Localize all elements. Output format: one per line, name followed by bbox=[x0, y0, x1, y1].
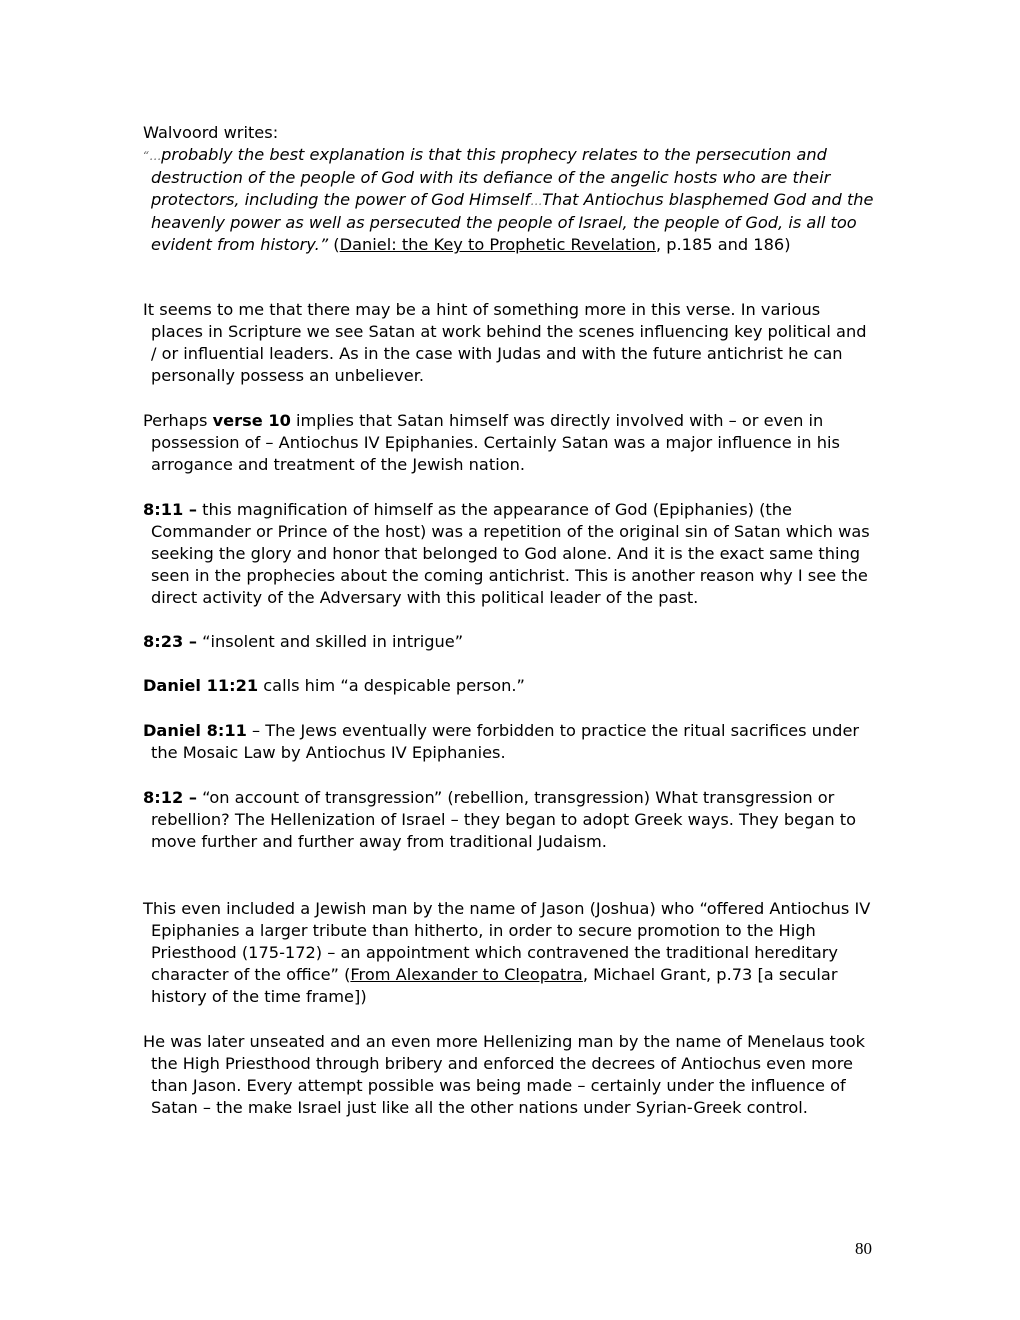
verse10-prefix: Perhaps bbox=[143, 411, 213, 430]
quote-open-mark: “… bbox=[143, 149, 162, 163]
quote-body-2: That Antiochus blasphemed God and the heavenly power as well as persecuted the people of Israel, the people of God, is all too evident from history.” bbox=[151, 190, 874, 255]
daniel-8-11-text: – The Jews eventually were forbidden to practice the ritual sacrifices under the Mosaic Law by Antiochus IV Epiphanies. bbox=[151, 721, 860, 763]
verse10-text: implies that Satan himself was directly involved with – or even in possession of – Antiochus IV Epiphanies. Certainly Satan was a major influence in his arrogance and treatment of the Jewish nation. bbox=[151, 411, 840, 475]
jason-text-2: , Michael Grant, p.73 [a secular history of the time frame]) bbox=[151, 965, 838, 1007]
quote-body-1: probably the best explanation is that this prophecy relates to the persecution and destruction of the people of God with its defiance of the angelic hosts who are their protectors, including the power of God Himself bbox=[151, 145, 831, 210]
verse-8-23-text: “insolent and skilled in intrigue” bbox=[197, 632, 464, 651]
daniel-11-21-ref: Daniel 11:21 bbox=[143, 676, 259, 695]
verse10-ref: verse 10 bbox=[212, 411, 291, 430]
menelaus-paragraph bbox=[143, 1031, 877, 1119]
daniel-8-11-ref: Daniel 8:11 bbox=[143, 721, 247, 740]
verse-8-23-ref: 8:23 – bbox=[143, 632, 197, 651]
verse10-paragraph bbox=[143, 410, 877, 476]
verse-8-23-paragraph bbox=[143, 631, 877, 653]
verse-8-12-paragraph bbox=[143, 787, 877, 853]
quote-ellipsis: … bbox=[530, 194, 543, 209]
verse-8-12-ref: 8:12 – bbox=[143, 788, 197, 807]
jason-paragraph bbox=[143, 898, 877, 1008]
intro-text: Walvoord writes: bbox=[143, 123, 279, 142]
quote-source-open: ( bbox=[328, 235, 340, 255]
hint-text: It seems to me that there may be a hint of something more in this verse. In various places in Scripture we see Satan at work behind the scenes influencing key political and / or influential leaders. As in the case with Judas and with the future antichrist he can personally possess an unbeliever. bbox=[143, 300, 867, 386]
daniel-8-11-paragraph bbox=[143, 720, 877, 764]
menelaus-text: He was later unseated and an even more Hellenizing man by the name of Menelaus took the High Priesthood through bribery and enforced the decrees of Antiochus even more than Jason. Every attempt possible was being made – certainly under the influence of Satan – the make Israel just like all the other nations under Syrian-Greek control. bbox=[143, 1032, 866, 1118]
quote-source-title: Daniel: the Key to Prophetic Revelation bbox=[339, 235, 656, 255]
daniel-11-21-paragraph bbox=[143, 675, 877, 697]
verse-8-12-text: “on account of transgression” (rebellion, transgression) What transgression or rebellion? The Hellenization of Israel – they began to adopt Greek ways. They began to move further and further away from traditional Judaism. bbox=[151, 788, 856, 852]
jason-book-title: From Alexander to Cleopatra bbox=[350, 965, 583, 985]
verse-8-11-ref: 8:11 – bbox=[143, 500, 197, 519]
walvoord-quote bbox=[143, 144, 877, 256]
page-number: 80 bbox=[855, 1239, 872, 1258]
hint-paragraph bbox=[143, 299, 877, 387]
verse-8-11-text: this magnification of himself as the appearance of God (Epiphanies) (the Commander or Prince of the host) was a repetition of the original sin of Satan which was seeking the glory and honor that belonged to God alone. And it is the exact same thing seen in the prophecies about the coming antichrist. This is another reason why I see the direct activity of the Adversary with this political leader of the past. bbox=[151, 500, 870, 608]
intro-paragraph bbox=[143, 122, 877, 144]
daniel-11-21-text: calls him “a despicable person.” bbox=[258, 676, 525, 695]
jason-text-1: This even included a Jewish man by the name of Jason (Joshua) who “offered Antiochus IV Epiphanies a larger tribute than hitherto, in order to secure promotion to the High Priesthood (175-172) – an appointment which contravened the traditional hereditary character of the office” ( bbox=[143, 899, 871, 985]
quote-source-pages: , p.185 and 186) bbox=[655, 235, 791, 255]
verse-8-11-paragraph bbox=[143, 499, 877, 609]
